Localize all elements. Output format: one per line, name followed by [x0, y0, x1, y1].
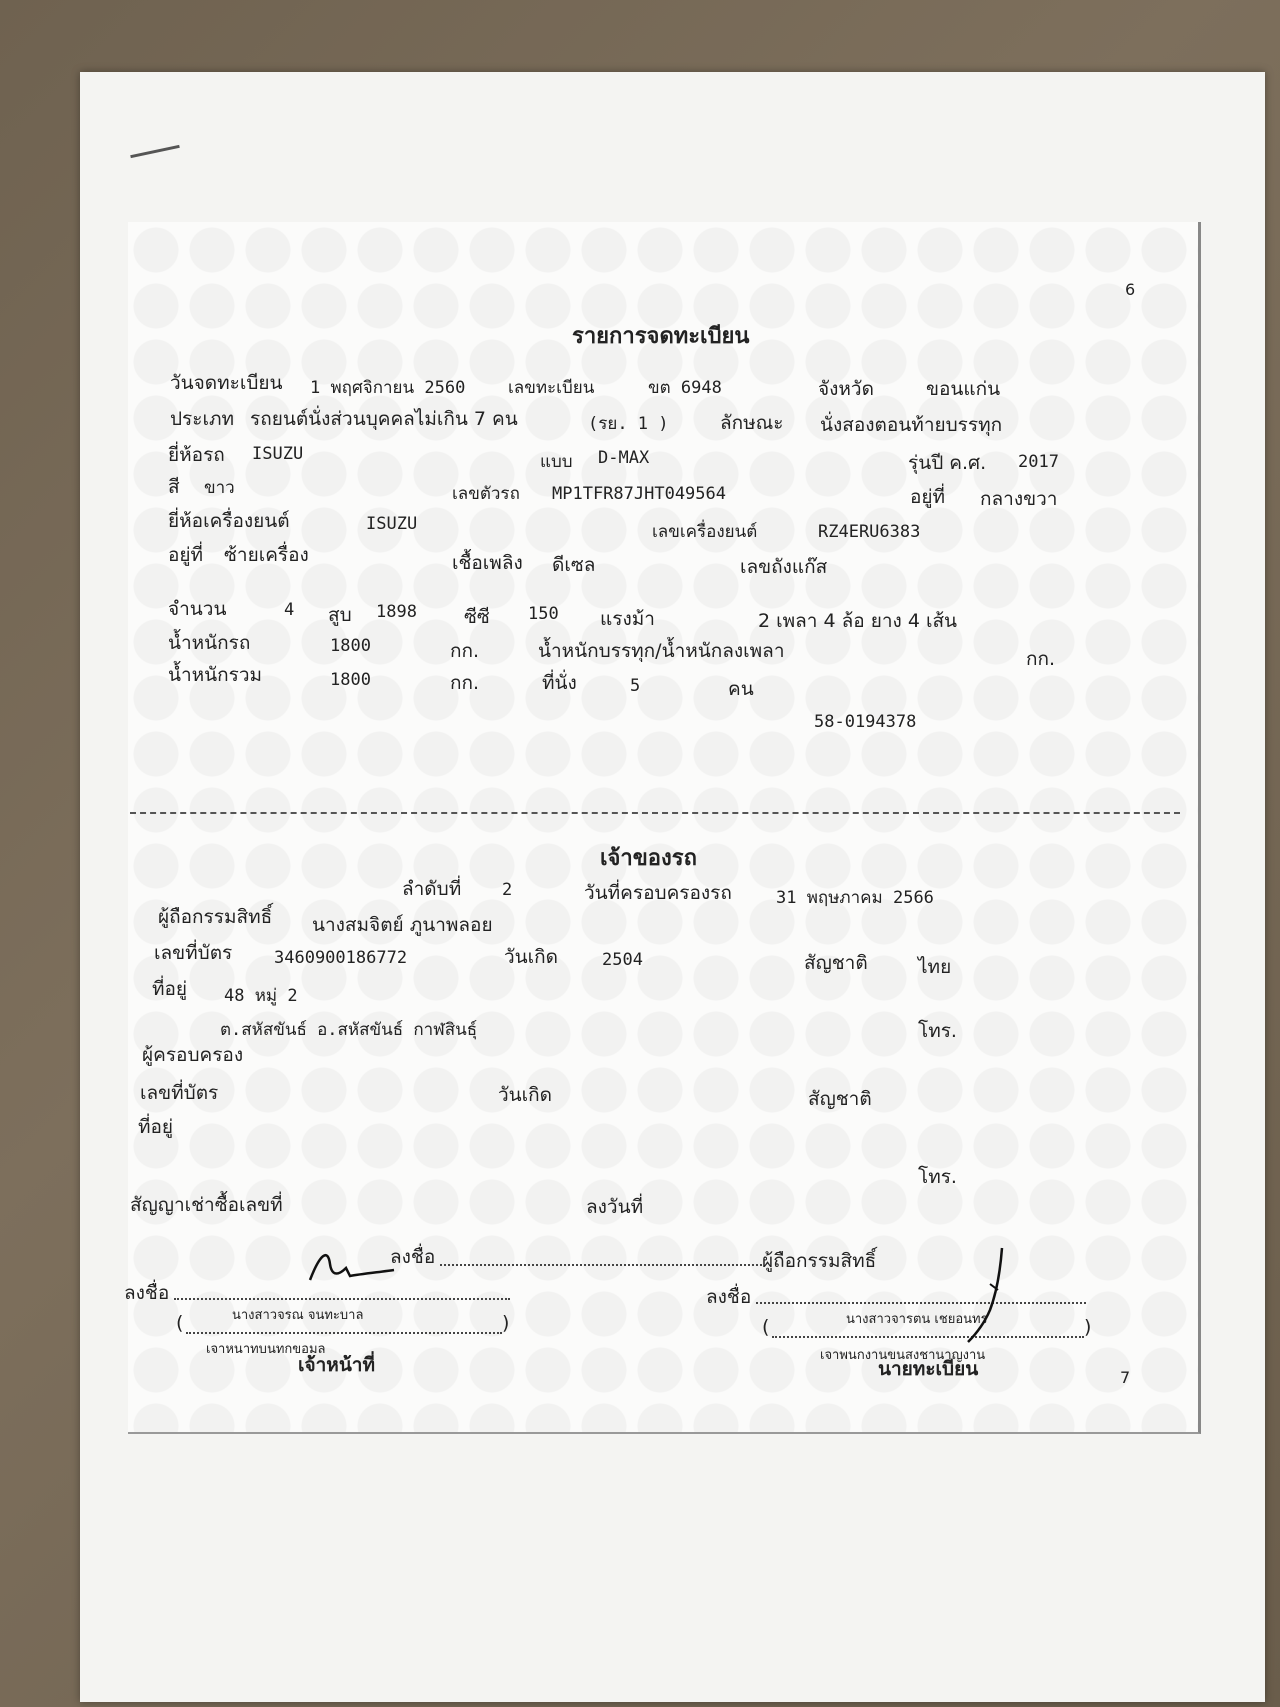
- weight-label: น้ำหนักรถ: [168, 632, 251, 654]
- holder-role: ผู้ถือกรรมสิทธิ์: [762, 1250, 877, 1272]
- engine-loc-label: อยู่ที่: [168, 544, 204, 566]
- chassis-value: MP1TFR87JHT049564: [552, 484, 726, 504]
- sign-date-label: ลงวันที่: [586, 1196, 644, 1218]
- year-value: 2017: [1018, 452, 1059, 472]
- holder-value: นางสมจิตย์ ภูนาพลอย: [312, 914, 493, 936]
- chassis-label: เลขตัวรถ: [452, 484, 520, 504]
- seats-label: ที่นั่ง: [542, 672, 577, 694]
- plate-value: ขต 6948: [648, 378, 722, 398]
- holder-label: ผู้ถือกรรมสิทธิ์: [158, 906, 273, 928]
- fuel-value: ดีเซล: [552, 554, 596, 576]
- fuel-label: เชื้อเพลิง: [452, 552, 523, 574]
- left-signer-position: เจาหนาทบนทกขอมล: [206, 1342, 326, 1357]
- nationality-value: ไทย: [918, 956, 952, 978]
- left-signer-role: เจ้าหน้าที่: [298, 1354, 376, 1376]
- right-sign-line: [756, 1302, 1086, 1304]
- right-signer-position: เจาพนกงานขนสงชานาญงาน: [820, 1348, 986, 1363]
- style-value: นั่งสองตอนท้ายบรรทุก: [820, 414, 1003, 436]
- left-sign-label: ลงชื่อ: [124, 1282, 170, 1304]
- engine-loc-value: ซ้ายเครื่อง: [224, 544, 309, 566]
- birth-label: วันเกิด: [504, 946, 558, 968]
- gas-tank-label: เลขถังแก๊ส: [740, 556, 828, 578]
- birth-value: 2504: [602, 950, 643, 970]
- engine-no-label: เลขเครื่องยนต์: [652, 522, 758, 542]
- kg-label-1: กก.: [450, 640, 480, 662]
- possessor-address-label: ที่อยู่: [138, 1116, 174, 1138]
- tel-label: โทร.: [918, 1020, 957, 1042]
- engine-brand-value: ISUZU: [366, 514, 418, 534]
- id-value: 3460900186772: [274, 948, 408, 968]
- brand-value: ISUZU: [252, 444, 304, 464]
- possess-date-value: 31 พฤษภาคม 2566: [776, 888, 934, 908]
- cc-label: ซีซี: [464, 606, 490, 628]
- chassis-loc-value: กลางขวา: [980, 488, 1058, 510]
- seats-value: 5: [630, 676, 641, 696]
- right-sign-label: ลงชื่อ: [706, 1286, 752, 1308]
- address-line2: ต.สหัสขันธ์ อ.สหัสขันธ์ กาฬสินธุ์: [220, 1020, 478, 1040]
- reg-date-value: 1 พฤศจิกายน 2560: [310, 378, 466, 398]
- order-label: ลำดับที่: [402, 878, 462, 900]
- chassis-loc-label: อยู่ที่: [910, 486, 946, 508]
- weight-value: 1800: [330, 636, 371, 656]
- right-signer-role: นายทะเบียน: [878, 1358, 979, 1380]
- load-label: น้ำหนักบรรทุก/น้ำหนักลงเพลา: [538, 640, 785, 662]
- nationality-label: สัญชาติ: [804, 952, 868, 974]
- left-paren-open: (: [176, 1312, 184, 1334]
- gross-label: น้ำหนักรวม: [168, 664, 263, 686]
- count-label: จำนวน: [168, 598, 227, 620]
- color-value: ขาว: [204, 478, 235, 498]
- engine-brand-label: ยี่ห้อเครื่องยนต์: [168, 510, 290, 532]
- axle-text: 2 เพลา 4 ล้อ ยาง 4 เส้น: [758, 610, 958, 632]
- seats-unit: คน: [728, 678, 754, 700]
- possessor-id-label: เลขที่บัตร: [140, 1082, 219, 1104]
- page-number-top: 6: [1125, 280, 1136, 299]
- address-label: ที่อยู่: [152, 978, 188, 1000]
- doc-number: 58-0194378: [814, 712, 917, 732]
- address-line1: 48 หมู่ 2: [224, 986, 298, 1006]
- cc-value: 150: [528, 604, 559, 624]
- right-paren-open: (: [762, 1316, 770, 1338]
- type-value: รถยนต์นั่งส่วนบุคคลไม่เกิน 7 คน: [250, 408, 518, 430]
- count-value: 4: [284, 600, 295, 620]
- owner-heading: เจ้าของรถ: [600, 846, 697, 871]
- kg-label-3: กก.: [450, 672, 480, 694]
- page-number-bottom: 7: [1120, 1368, 1131, 1387]
- left-signer-name: นางสาวจรณ จนทะบาล: [232, 1308, 364, 1323]
- left-name-line: [186, 1332, 502, 1334]
- left-signature: [300, 1244, 400, 1294]
- gross-value: 1800: [330, 670, 371, 690]
- type-code: (รย. 1 ): [588, 414, 669, 434]
- right-paren-close: ): [1084, 1316, 1092, 1338]
- brand-label: ยี่ห้อรถ: [168, 444, 225, 466]
- left-paren-close: ): [502, 1312, 510, 1334]
- possessor-label: ผู้ครอบครอง: [142, 1044, 244, 1066]
- plate-label: เลขทะเบียน: [508, 378, 595, 398]
- engine-no-value: RZ4ERU6383: [818, 522, 921, 542]
- registration-heading: รายการจดทะเบียน: [572, 324, 750, 349]
- cyl-value: 1898: [376, 602, 417, 622]
- model-label: แบบ: [540, 452, 573, 472]
- right-name-line: [772, 1336, 1084, 1338]
- hp-label: แรงม้า: [600, 608, 655, 630]
- color-label: สี: [168, 476, 180, 498]
- perforation-line: [130, 812, 1180, 814]
- cyl-label: สูบ: [328, 604, 352, 626]
- order-value: 2: [502, 880, 513, 900]
- province-value: ขอนแก่น: [926, 378, 1001, 400]
- type-label: ประเภท: [170, 408, 235, 430]
- year-label: รุ่นปี ค.ศ.: [908, 452, 987, 474]
- left-sign-line: [174, 1298, 510, 1300]
- possessor-birth-label: วันเกิด: [498, 1084, 552, 1106]
- possessor-nationality-label: สัญชาติ: [808, 1088, 872, 1110]
- hire-purchase-label: สัญญาเช่าซื้อเลขที่: [130, 1194, 283, 1216]
- reg-date-label: วันจดทะเบียน: [170, 372, 283, 394]
- province-label: จังหวัด: [818, 378, 874, 400]
- id-label: เลขที่บัตร: [154, 942, 233, 964]
- possess-date-label: วันที่ครอบครองรถ: [584, 882, 732, 904]
- style-label: ลักษณะ: [720, 412, 784, 434]
- possessor-tel-label: โทร.: [918, 1166, 957, 1188]
- holder-sign-line: [440, 1264, 762, 1266]
- holder-sign-label: ลงชื่อ: [390, 1246, 436, 1268]
- kg-label-2: กก.: [1026, 648, 1056, 670]
- right-signature: [960, 1244, 1020, 1344]
- right-signer-name: นางสาวจารตน เชยอนทร: [846, 1312, 988, 1327]
- model-value: D-MAX: [598, 448, 650, 468]
